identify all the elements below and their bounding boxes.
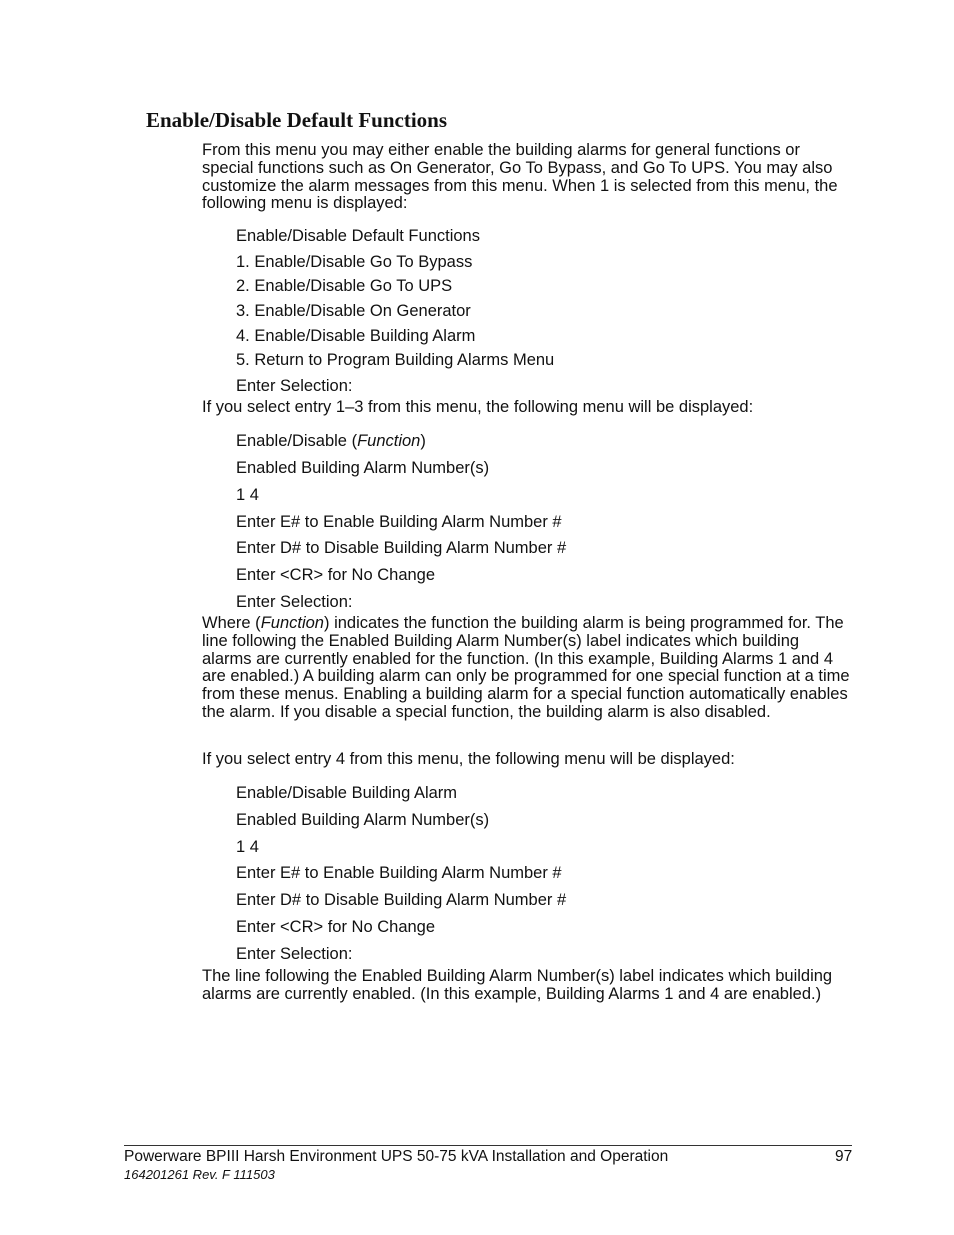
menu-line: Enter Selection: <box>236 945 353 963</box>
menu-line: 3. Enable/Disable On Generator <box>236 302 471 320</box>
menu-line: Enter E# to Enable Building Alarm Number # <box>236 864 562 882</box>
menu-line: 2. Enable/Disable Go To UPS <box>236 277 453 295</box>
entry-1-3-paragraph: If you select entry 1–3 from this menu, the following menu will be displayed: <box>202 398 754 416</box>
function-italic: Function <box>260 614 324 632</box>
section-heading: Enable/Disable Default Functions <box>146 108 448 132</box>
intro-paragraph: From this menu you may either enable the building alarms for general functions or special functions such as On Generator, Go To Bypass, and Go To UPS. You may also customize the alarm messages from this menu. When 1 is selected from this menu, the following menu is displayed: <box>202 141 838 213</box>
menu-line: Enter Selection: <box>236 377 353 395</box>
menu-title-prefix: Enable/Disable ( <box>236 432 358 450</box>
menu-title-suffix: ) <box>420 432 426 450</box>
document-revision: 164201261 Rev. F 111503 <box>124 1167 275 1182</box>
page-number: 97 <box>835 1148 853 1165</box>
para-rest: ) indicates the function the building alarm is being programmed for. The line following the Enabled Building Alarm Number(s) label indicates which building alarms are currently enabled for the function. (In this example, Building Alarms 1 and 4 are enabled.) A building alarm can only be programmed for one special function at a time from these menus. Enabling a building alarm for a special function automatically enables the alarm. If you disable a special function, the building alarm is also disabled. <box>202 614 850 721</box>
menu-line: Enter E# to Enable Building Alarm Number # <box>236 513 562 531</box>
entry-4-paragraph: If you select entry 4 from this menu, the following menu will be displayed: <box>202 750 735 768</box>
menu-line: Enabled Building Alarm Number(s) <box>236 811 490 829</box>
menu-line: Enter <CR> for No Change <box>236 566 436 584</box>
footer-divider <box>124 1145 852 1146</box>
function-menu-title <box>236 432 426 451</box>
menu-line: Enter <CR> for No Change <box>236 918 436 936</box>
footer-title: Powerware BPIII Harsh Environment UPS 50‑75 kVA Installation and Operation <box>124 1148 669 1165</box>
menu-line: 4. Enable/Disable Building Alarm <box>236 327 476 345</box>
menu-line: Enter D# to Disable Building Alarm Number # <box>236 891 567 909</box>
menu-line: Enter D# to Disable Building Alarm Number # <box>236 539 567 557</box>
menu-line: Enabled Building Alarm Number(s) <box>236 459 490 477</box>
closing-paragraph: The line following the Enabled Building Alarm Number(s) label indicates which building alarms are currently enabled. (In this example, Building Alarms 1 and 4 are enabled.) <box>202 967 833 1003</box>
menu-line: 1. Enable/Disable Go To Bypass <box>236 253 473 271</box>
function-explanation-paragraph <box>202 615 852 722</box>
menu-line: 1 4 <box>236 838 259 856</box>
function-placeholder: Function <box>357 432 421 450</box>
menu-line: Enable/Disable Default Functions <box>236 227 480 245</box>
menu-line: 5. Return to Program Building Alarms Menu <box>236 351 555 369</box>
menu-line: 1 4 <box>236 486 259 504</box>
menu-line: Enter Selection: <box>236 593 353 611</box>
menu-line: Enable/Disable Building Alarm <box>236 784 458 802</box>
para-prefix: Where ( <box>202 614 261 632</box>
